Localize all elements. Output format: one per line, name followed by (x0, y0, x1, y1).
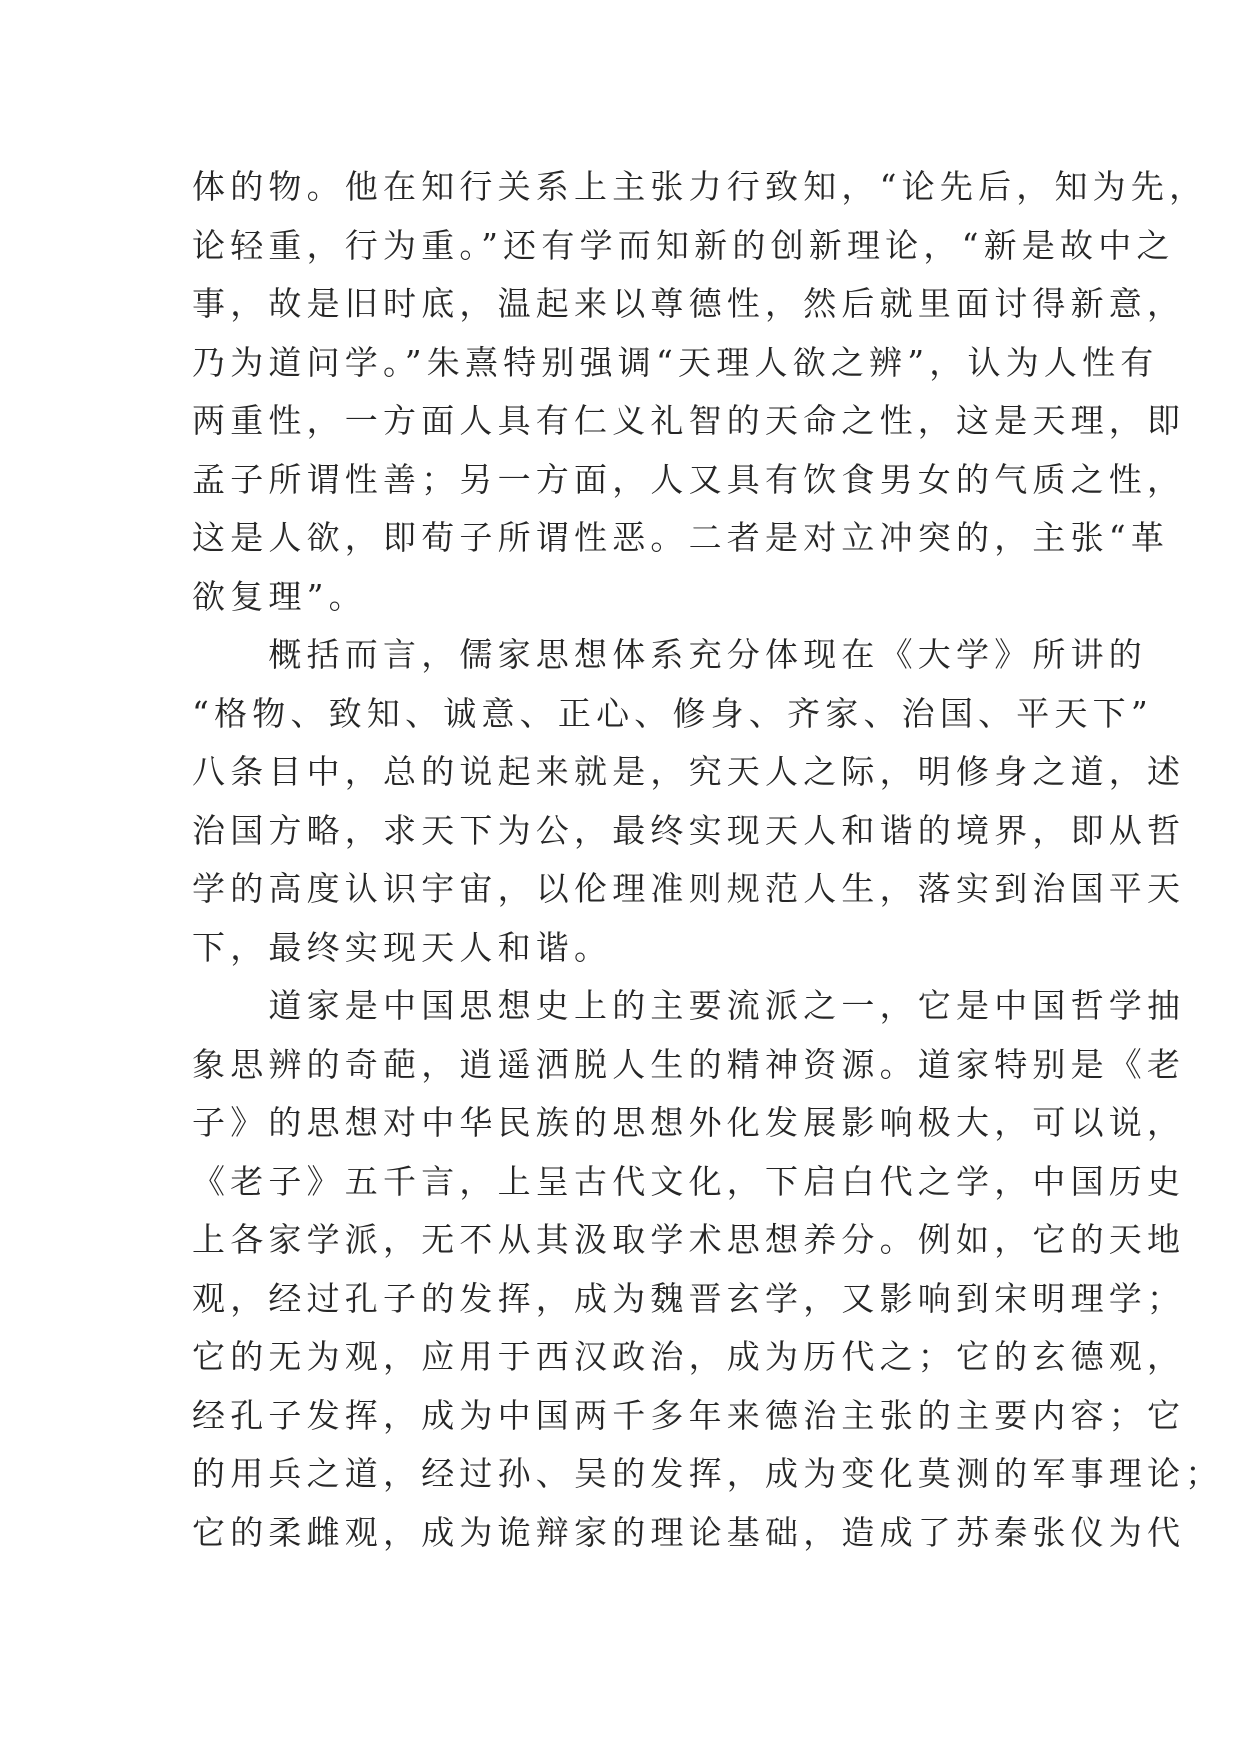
text-line: 体的物。他在知行关系上主张力行致知，“论先后，知为先， (192, 167, 1208, 206)
text-line: 孟子所谓性善；另一方面，人又具有饮食男女的气质之性， (192, 459, 1186, 499)
text-line: 象思辨的奇葩，逍遥洒脱人生的精神资源。道家特别是《老 (192, 1044, 1186, 1084)
text-line: 八条目中，总的说起来就是，究天人之际，明修身之道，述 (192, 752, 1186, 791)
text-line: 它的柔雌观，成为诡辩家的理论基础，造成了苏秦张仪为代 (192, 1512, 1186, 1552)
text-line: 欲复理”。 (192, 576, 367, 616)
text-line: 的用兵之道，经过孙、吴的发挥，成为变化莫测的军事理论； (192, 1454, 1224, 1493)
text-line: 经孔子发挥，成为中国两千多年来德治主张的主要内容；它 (192, 1395, 1186, 1435)
text-line: 论轻重，行为重。”还有学而知新的创新理论，“新是故中之 (192, 225, 1175, 265)
text-line: 乃为道问学。”朱熹特别强调“天理人欲之辨”，认为人性有 (192, 342, 1159, 382)
text-line: 它的无为观，应用于西汉政治，成为历代之；它的玄德观， (192, 1337, 1186, 1376)
text-line: 《老子》五千言，上呈古代文化，下启白代之学，中国历史 (192, 1161, 1186, 1201)
text-line: 事，故是旧时底，温起来以尊德性，然后就里面讨得新意， (192, 284, 1186, 323)
text-line: 两重性，一方面人具有仁义礼智的天命之性，这是天理，即 (192, 401, 1186, 440)
text-line: 上各家学派，无不从其汲取学术思想养分。例如，它的天地 (192, 1220, 1186, 1259)
text-line: 道家是中国思想史上的主要流派之一，它是中国哲学抽 (192, 986, 1186, 1025)
text-line: 观，经过孔子的发挥，成为魏晋玄学，又影响到宋明理学； (192, 1278, 1186, 1318)
text-line: 这是人欲，即荀子所谓性恶。二者是对立冲突的，主张“革 (192, 518, 1170, 557)
text-line: 学的高度认识宇宙，以伦理准则规范人生，落实到治国平天 (192, 869, 1186, 908)
text-line: 治国方略，求天下为公，最终实现天人和谐的境界，即从哲 (192, 810, 1186, 850)
text-line: “格物、致知、诚意、正心、修身、齐家、治国、平天下” (192, 693, 1153, 733)
text-line: 子》的思想对中华民族的思想外化发展影响极大，可以说， (192, 1103, 1186, 1142)
text-line: 概括而言，儒家思想体系充分体现在《大学》所讲的 (192, 635, 1147, 674)
body-text (192, 158, 1224, 1562)
text-line: 下，最终实现天人和谐。 (192, 927, 613, 967)
